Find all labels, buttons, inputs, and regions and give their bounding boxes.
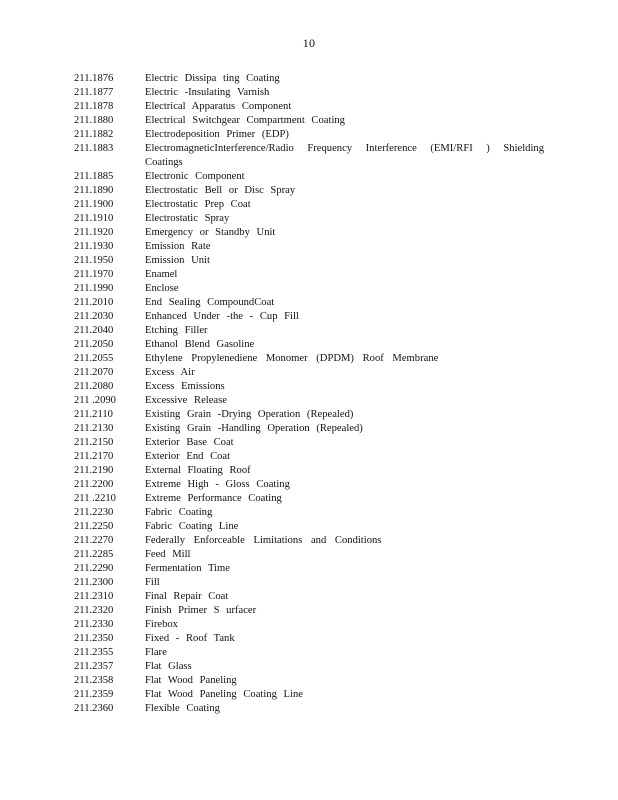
list-item: [74, 534, 544, 548]
section-number: 211.2355: [74, 647, 114, 658]
list-item: [74, 254, 544, 268]
section-title: Exterior End Coat: [145, 451, 231, 462]
section-title: Flare: [145, 647, 167, 658]
section-title: Enclose: [145, 283, 179, 294]
list-item: [74, 72, 544, 86]
list-item: [74, 128, 544, 142]
section-number: 211.2270: [74, 535, 114, 546]
list-item: [74, 632, 544, 646]
list-item: [74, 212, 544, 226]
section-title: Final Repair Coat: [145, 591, 229, 602]
section-title: Excess Emissions: [145, 381, 225, 392]
list-item: [74, 324, 544, 338]
section-number: 211.1883: [74, 143, 114, 154]
section-title: Emission Rate: [145, 241, 211, 252]
section-title: Federally Enforceable Limitations and Conditions: [145, 535, 382, 546]
section-title: Flexible Coating: [145, 703, 220, 714]
section-number: 211.2357: [74, 661, 114, 672]
section-number: 211.2250: [74, 521, 114, 532]
list-item: [74, 674, 544, 688]
section-title: Flat Wood Paneling Coating Line: [145, 689, 303, 700]
list-item: [74, 100, 544, 114]
section-number: 211.1877: [74, 87, 114, 98]
section-number: 211.2150: [74, 437, 114, 448]
section-number: 211.2070: [74, 367, 114, 378]
list-item: [74, 380, 544, 394]
section-number: 211.1876: [74, 73, 114, 84]
section-title: Electronic Component: [145, 171, 245, 182]
definitions-list: [74, 72, 544, 716]
section-number: 211.1885: [74, 171, 114, 182]
section-title: Feed Mill: [145, 549, 191, 560]
list-item: [74, 394, 544, 408]
section-number: 211.1900: [74, 199, 114, 210]
section-number: 211.2050: [74, 339, 114, 350]
section-number: 211.2170: [74, 451, 114, 462]
section-number: 211.2359: [74, 689, 114, 700]
list-item: [74, 646, 544, 660]
section-number: 211.2010: [74, 297, 114, 308]
list-item: [74, 170, 544, 184]
section-title: Ethanol Blend Gasoline: [145, 339, 255, 350]
section-title: Ethylene Propylenediene Monomer (DPDM) Roof Membrane: [145, 353, 439, 364]
list-item: [74, 366, 544, 380]
list-item: [74, 492, 544, 506]
section-number: 211.2358: [74, 675, 114, 686]
section-number: 211.2320: [74, 605, 114, 616]
section-title: Emergency or Standby Unit: [145, 227, 276, 238]
section-title: Etching Filler: [145, 325, 208, 336]
section-title: Finish Primer S urfacer: [145, 605, 257, 616]
section-number: 211.2285: [74, 549, 114, 560]
list-item: [74, 310, 544, 324]
section-title: Fermentation Time: [145, 563, 230, 574]
section-number: 211.2330: [74, 619, 114, 630]
list-item: [74, 86, 544, 100]
list-item: [74, 450, 544, 464]
section-number: 211.2030: [74, 311, 114, 322]
section-number: 211.2310: [74, 591, 114, 602]
list-item: [74, 352, 544, 366]
page-number: 10: [302, 36, 316, 50]
section-title: Extreme High - Gloss Coating: [145, 479, 290, 490]
section-number: 211.1910: [74, 213, 114, 224]
section-number: 211.2080: [74, 381, 114, 392]
list-item: [74, 184, 544, 198]
list-item: [74, 464, 544, 478]
section-number: 211.1880: [74, 115, 114, 126]
section-title: Electrostatic Spray: [145, 213, 230, 224]
section-title: Excess Air: [145, 367, 195, 378]
list-item: [74, 268, 544, 282]
section-title: Fixed - Roof Tank: [145, 633, 235, 644]
section-number: 211.2300: [74, 577, 114, 588]
section-title: Flat Wood Paneling: [145, 675, 237, 686]
list-item: [74, 618, 544, 632]
section-number: 211.1970: [74, 269, 114, 280]
section-number: 211.2290: [74, 563, 114, 574]
section-number: 211.2040: [74, 325, 114, 336]
section-number: 211.1878: [74, 101, 114, 112]
list-item: [74, 506, 544, 520]
section-title: Electrical Apparatus Component: [145, 101, 292, 112]
list-item: [74, 282, 544, 296]
section-number: 211.2055: [74, 353, 114, 364]
section-title: External Floating Roof: [145, 465, 251, 476]
list-item: [74, 436, 544, 450]
list-item: [74, 604, 544, 618]
list-item: [74, 478, 544, 492]
section-number: 211.1890: [74, 185, 114, 196]
list-item: [74, 240, 544, 254]
section-number: 211.1920: [74, 227, 114, 238]
section-title: Fill: [145, 577, 160, 588]
list-item: [74, 688, 544, 702]
list-item: [74, 702, 544, 716]
list-item: [74, 226, 544, 240]
section-title: Electric Dissipa ting Coating: [145, 73, 280, 84]
section-number: 211.2200: [74, 479, 114, 490]
section-title: Electrical Switchgear Compartment Coating: [145, 115, 345, 126]
section-number: 211.1930: [74, 241, 114, 252]
section-number: 211 .2210: [74, 493, 116, 504]
list-item: [74, 548, 544, 562]
list-item: [74, 590, 544, 604]
section-number: 211.1950: [74, 255, 114, 266]
section-title: Enamel: [145, 269, 178, 280]
section-title: Emission Unit: [145, 255, 210, 266]
section-title: Flat Glass: [145, 661, 192, 672]
section-number: 211 .2090: [74, 395, 116, 406]
list-item: [74, 142, 544, 170]
section-title: Electrostatic Prep Coat: [145, 199, 251, 210]
list-item: [74, 660, 544, 674]
list-item: [74, 520, 544, 534]
section-number: 211.1882: [74, 129, 114, 140]
section-title: Electric -Insulating Varnish: [145, 87, 270, 98]
section-title: Exterior Base Coat: [145, 437, 234, 448]
section-number: 211.2110: [74, 409, 113, 420]
list-item: [74, 296, 544, 310]
section-title: Excessive Release: [145, 395, 227, 406]
section-number: 211.2130: [74, 423, 114, 434]
section-title: Fabric Coating Line: [145, 521, 239, 532]
section-title: Existing Grain -Drying Operation (Repealed): [145, 409, 354, 420]
section-title: Extreme Performance Coating: [145, 493, 282, 504]
list-item: [74, 408, 544, 422]
section-number: 211.2190: [74, 465, 114, 476]
section-title: ElectromagneticInterference/Radio Frequency Interference (EMI/RFI ) Shielding Coatings: [145, 143, 544, 168]
section-title: Electrostatic Bell or Disc Spray: [145, 185, 296, 196]
section-title: Enhanced Under -the - Cup Fill: [145, 311, 299, 322]
section-number: 211.2230: [74, 507, 114, 518]
list-item: [74, 422, 544, 436]
section-title: Fabric Coating: [145, 507, 213, 518]
section-title: Existing Grain -Handling Operation (Repealed): [145, 423, 363, 434]
list-item: [74, 338, 544, 352]
list-item: [74, 114, 544, 128]
list-item: [74, 576, 544, 590]
section-title: Electrodeposition Primer (EDP): [145, 129, 289, 140]
section-title: Firebox: [145, 619, 178, 630]
section-number: 211.2360: [74, 703, 114, 714]
list-item: [74, 562, 544, 576]
section-number: 211.1990: [74, 283, 114, 294]
section-number: 211.2350: [74, 633, 114, 644]
section-title: End Sealing CompoundCoat: [145, 297, 275, 308]
list-item: [74, 198, 544, 212]
